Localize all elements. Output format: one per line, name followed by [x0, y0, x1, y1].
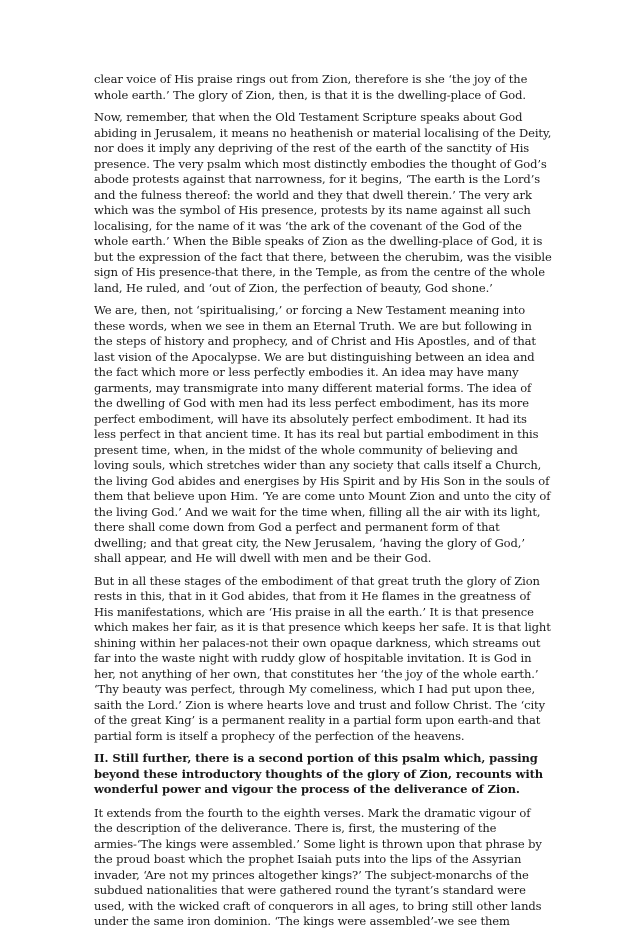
paragraph-1: clear voice of His praise rings out from Zion, therefore is she ‘the joy of the whole earth.’ The glory of Zion, then, is that it is the dwelling-place of God.	[94, 72, 528, 102]
paragraph-3: We are, then, not ‘spiritualising,’ or forcing a New Testament meaning into these words, when we see in them an Eternal Truth. We are but following in the steps of history and prophecy, and of Christ and His Apostles, and of that last vision of the Apocalypse. We are but distinguishing between an idea and the fact which more or less perfectly embodies it. An idea may have many garments, may transmigrate into many different material forms. The idea of the dwelling of God with men had its less perfect embodiment, has its more perfect embodiment, will have its absolutely perfect embodiment. It had its less perfect in that ancient time. It has its real but partial embodiment in this present time, when, in the midst of the whole community of believing and loving souls, which stretches wider than any society that calls itself a Church, the living God abides and energises by His Spirit and by His Son in the souls of them that believe upon Him. ‘Ye are come unto Mount Zion and unto the city of the living God.’ And we wait for the time when, filling all the air with its light, there shall come down from God a perfect and permanent form of that dwelling; and that great city, the New Jerusalem, ‘having the glory of God,’ shall appear, and He will dwell with men and be their God.	[94, 303, 551, 565]
paragraph-2: Now, remember, that when the Old Testament Scripture speaks about God abiding in Jerusalem, it means no heathenish or material localising of the Deity, nor does it imply any depriving of the rest of the earth of the sanctity of His presence. The very psalm which most distinctly embodies the thought of God’s abode protests against that narrowness, for it begins, ‘The earth is the Lord’s and the fulness thereof: the world and they that dwell therein.’ The very ark which was the symbol of His presence, protests by its name against all such localising, for the name of it was ‘the ark of the covenant of the God of the whole earth.’ When the Bible speaks of Zion as the dwelling-place of God, it is but the expression of the fact that there, between the cherubim, was the visible sign of His presence-that there, in the Temple, as from the centre of the whole land, He ruled, and ‘out of Zion, the perfection of beauty, God shone.’	[94, 110, 552, 295]
section-heading: II. Still further, there is a second portion of this psalm which, passing beyond these introductory thoughts of the glory of Zion, recounts with wonderful power and vigour the process of the deliverance of Zion.	[94, 751, 544, 796]
paragraph-5: It extends from the fourth to the eighth verses. Mark the dramatic vigour of the description of the deliverance. There is, first, the mustering of the armies-‘The kings were assembled.’ Some light is thrown upon that phrase by the proud boast which the prophet Isaiah puts into the lips of the Assyrian invader, ‘Are not my princes altogether kings?’ The subject-monarchs of the subdued nationalities that were gathered round the tyrant’s standard were used, with the wicked craft of conquerors in all ages, to bring still other lands under the same iron dominion. ‘The kings were assembled’-we see them	[94, 805, 542, 928]
paragraph-4: But in all these stages of the embodiment of that great truth the glory of Zion rests in this, that in it God abides, that from it He flames in the greatness of His manifestations, which are ‘His praise in all the earth.’ It is that presence which makes her fair, as it is that presence which keeps her safe. It is that light shining within her palaces-not their own opaque darkness, which streams out far into the waste night with ruddy glow of hospitable invitation. It is God in her, not anything of her own, that constitutes her ‘the joy of the whole earth.’ ‘Thy beauty was perfect, through My comeliness, which I had put upon thee, saith the Lord.’ Zion is where hearts love and trust and follow Christ. The ‘city of the great King’ is a permanent reality in a partial form upon earth-and that partial form is itself a prophecy of the perfection of the heavens.	[94, 573, 551, 743]
